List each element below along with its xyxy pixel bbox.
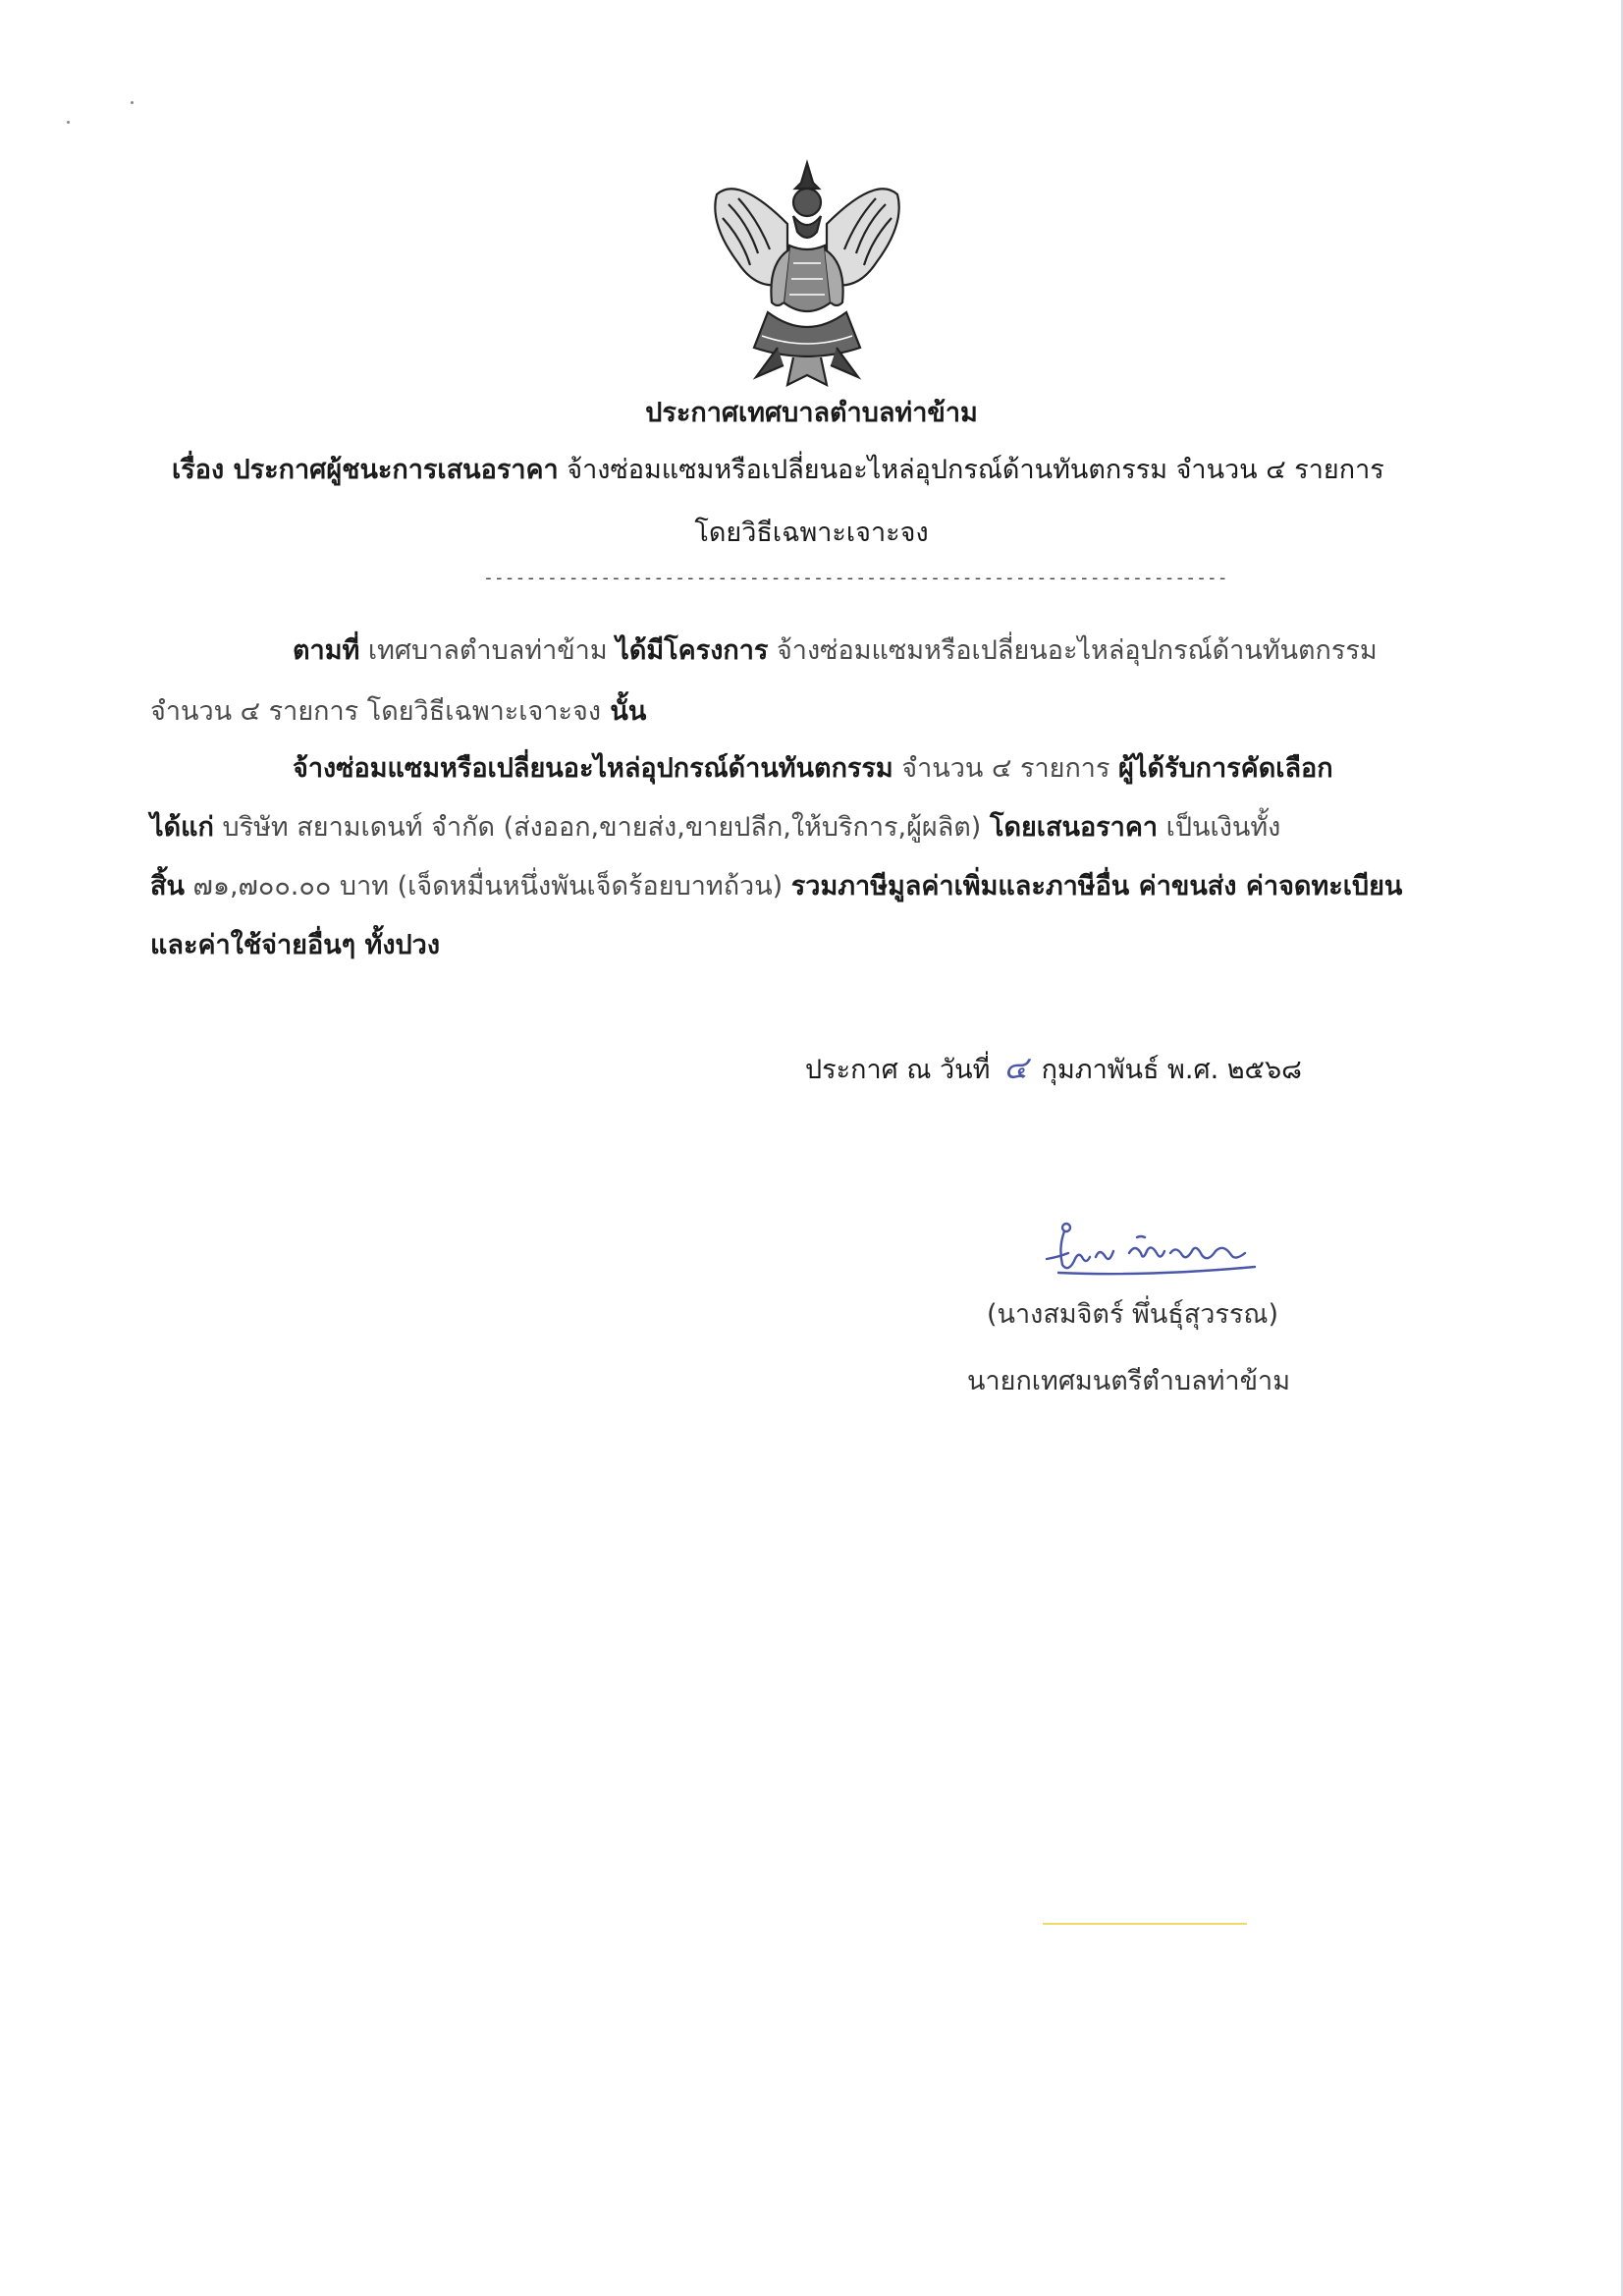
announce-date bbox=[805, 1043, 1302, 1093]
subject-text: จ้างซ่อมแซมหรือเปลี่ยนอะไหล่อุปกรณ์ด้านทันตกรรม จำนวน ๔ รายการ bbox=[558, 455, 1384, 485]
paragraph2-count: จำนวน ๔ รายการ bbox=[893, 753, 1119, 784]
paragraph1-project: จ้างซ่อมแซมหรือเปลี่ยนอะไหล่อุปกรณ์ด้านทันตกรรม bbox=[768, 635, 1378, 666]
paragraph1-line2 bbox=[150, 689, 646, 732]
paragraph2-vat: รวมภาษีมูลค่าเพิ่มและภาษีอื่น ค่าขนส่ง ค่าจดทะเบียน bbox=[790, 871, 1403, 902]
paragraph2-total: เป็นเงินทั้ง bbox=[1158, 812, 1281, 843]
paragraph1-line1 bbox=[293, 629, 1378, 671]
document-title: ประกาศเทศบาลตำบลท่าข้าม bbox=[645, 398, 978, 428]
paragraph2-line2 bbox=[150, 805, 1280, 847]
announce-day: ๔ bbox=[1003, 1049, 1028, 1086]
paragraph2-item: จ้างซ่อมแซมหรือเปลี่ยนอะไหล่อุปกรณ์ด้านทันตกรรม bbox=[293, 753, 893, 784]
announce-month-year: กุมภาพันธ์ พ.ศ. ๒๕๖๘ bbox=[1041, 1055, 1302, 1085]
subject-line2: โดยวิธีเฉพาะเจาะจง bbox=[694, 518, 929, 548]
announce-prefix: ประกาศ ณ วันที่ bbox=[805, 1055, 991, 1085]
paragraph1-line2-text: จำนวน ๔ รายการ โดยวิธีเฉพาะเจาะจง bbox=[150, 696, 602, 727]
garuda-emblem-icon bbox=[699, 155, 915, 391]
divider-line: ---------------------------------------------------------------------- bbox=[483, 568, 1228, 588]
paragraph1-has-project: ได้มีโครงการ bbox=[616, 635, 769, 666]
document-subject bbox=[172, 448, 1448, 490]
paragraph2-amount: ๗๑,๗๐๐.๐๐ บาท (เจ็ดหมื่นหนึ่งพันเจ็ดร้อยบาทถ้วน) bbox=[184, 871, 791, 902]
paragraph1-agency: เทศบาลตำบลท่าข้าม bbox=[359, 635, 617, 666]
scan-speck bbox=[67, 121, 70, 124]
paragraph2-line3 bbox=[150, 864, 1402, 906]
scan-highlight-mark bbox=[1043, 1923, 1247, 1925]
subject-label: เรื่อง ประกาศผู้ชนะการเสนอราคา bbox=[172, 455, 559, 485]
paragraph2-label: ได้แก่ bbox=[150, 812, 214, 843]
signer-position: นายกเทศมนตรีตำบลท่าข้าม bbox=[967, 1366, 1290, 1396]
paragraph2-line1 bbox=[293, 746, 1333, 789]
paragraph2-line4 bbox=[150, 923, 440, 965]
paragraph1-line2-end: นั้น bbox=[601, 696, 647, 727]
paragraph2-line4-text: และค่าใช้จ่ายอื่นๆ ทั้งปวง bbox=[150, 930, 441, 960]
scan-speck bbox=[131, 101, 134, 104]
signer-name: (นางสมจิตร์ พึ่นธุ์สุวรรณ) bbox=[987, 1299, 1279, 1330]
handwritten-signature-icon bbox=[1039, 1218, 1265, 1286]
paragraph1-lead: ตามที่ bbox=[293, 635, 360, 666]
paragraph2-selected: ผู้ได้รับการคัดเลือก bbox=[1118, 753, 1333, 784]
paragraph2-offer: โดยเสนอราคา bbox=[989, 812, 1159, 843]
paragraph2-company: บริษัท สยามเดนท์ จำกัด (ส่งออก,ขายส่ง,ขายปลีก,ให้บริการ,ผู้ผลิต) bbox=[213, 812, 990, 843]
paragraph2-line3-start: สิ้น bbox=[150, 871, 185, 902]
